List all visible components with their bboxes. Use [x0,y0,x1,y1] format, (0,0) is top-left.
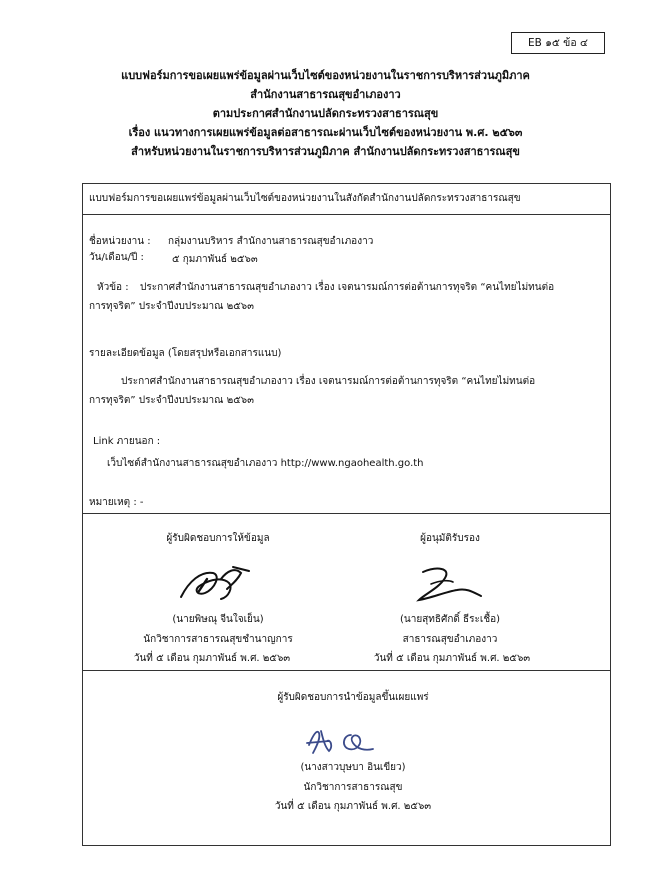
left-signer-role: ผู้รับผิดชอบการให้ข้อมูล [166,533,270,544]
publisher-signature-icon [299,721,389,761]
right-signer-date: วันที่ ๕ เดือน กุมภาพันธ์ พ.ศ. ๒๕๖๓ [373,653,531,664]
left-signature-icon [171,559,261,609]
right-signer-role: ผู้อนุมัติรับรอง [420,533,480,544]
link-label: Link ภายนอก : [93,436,161,447]
publisher-role: ผู้รับผิดชอบการนำข้อมูลขึ้นเผยแพร่ [277,692,429,703]
title-divider [83,214,610,215]
unit-label: ชื่อหน่วยงาน : [89,236,151,247]
date-value: ๕ กุมภาพันธ์ ๒๕๖๓ [172,254,258,265]
signature-divider [83,513,610,514]
subject-label: หัวข้อ : [97,282,129,293]
header-line-3: ตามประกาศสำนักงานปลัดกระทรวงสาธารณสุข [212,107,439,120]
detail-line-2: การทุจริต” ประจำปีงบประมาณ ๒๕๖๓ [89,395,254,406]
right-signer-position: สาธารณสุขอำเภองาว [402,634,498,645]
publication-request-form [82,183,611,846]
form-reference-box: EB ๑๕ ข้อ ๔ [511,32,605,54]
publisher-name: (นางสาวบุษบา อินเขียว) [300,762,406,773]
detail-line-1: ประกาศสำนักงานสาธารณสุขอำเภองาว เรื่อง เจตนารมณ์การต่อต้านการทุจริต “คนไทยไม่ทนต่อ [121,376,536,387]
date-label: วัน/เดือน/ปี : [89,252,144,263]
document-header [40,66,611,161]
subject-line-1: ประกาศสำนักงานสาธารณสุขอำเภองาว เรื่อง เจตนารมณ์การต่อต้านการทุจริต “คนไทยไม่ทนต่อ [140,282,555,293]
header-line-5: สำหรับหน่วยงานในราชการบริหารส่วนภูมิภาค สำนักงานปลัดกระทรวงสาธารณสุข [131,145,520,158]
right-signer-name: (นายสุทธิศักดิ์ ธีระเชื้อ) [399,614,501,625]
publisher-position: นักวิชาการสาธารณสุข [303,782,403,793]
form-title: แบบฟอร์มการขอเผยแพร่ข้อมูลผ่านเว็บไซต์ของหน่วยงานในสังกัดสำนักงานปลัดกระทรวงสาธารณสุข [89,193,521,204]
publisher-divider [83,670,610,671]
left-signer-name: (นายพิษณุ จีนใจเย็น) [172,614,264,625]
right-signature-icon [401,562,501,608]
link-value: เว็บไซต์สำนักงานสาธารณสุขอำเภองาว http://www.ngaohealth.go.th [107,458,424,469]
unit-value: กลุ่มงานบริหาร สำนักงานสาธารณสุขอำเภองาว [168,236,374,247]
header-line-4: เรื่อง แนวทางการเผยแพร่ข้อมูลต่อสาธารณะผ่านเว็บไซต์ของหน่วยงาน พ.ศ. ๒๕๖๓ [128,126,523,139]
subject-line-2: การทุจริต” ประจำปีงบประมาณ ๒๕๖๓ [89,301,254,312]
left-signer-position: นักวิชาการสาธารณสุขชำนาญการ [143,634,293,645]
detail-label: รายละเอียดข้อมูล (โดยสรุปหรือเอกสารแนบ) [89,348,282,359]
header-line-2: สำนักงานสาธารณสุขอำเภองาว [250,88,401,101]
header-line-1: แบบฟอร์มการขอเผยแพร่ข้อมูลผ่านเว็บไซต์ของหน่วยงานในราชการบริหารส่วนภูมิภาค [121,69,530,82]
note-label: หมายเหตุ : - [89,497,144,508]
publisher-date: วันที่ ๕ เดือน กุมภาพันธ์ พ.ศ. ๒๕๖๓ [274,801,432,812]
left-signer-date: วันที่ ๕ เดือน กุมภาพันธ์ พ.ศ. ๒๕๖๓ [133,653,291,664]
